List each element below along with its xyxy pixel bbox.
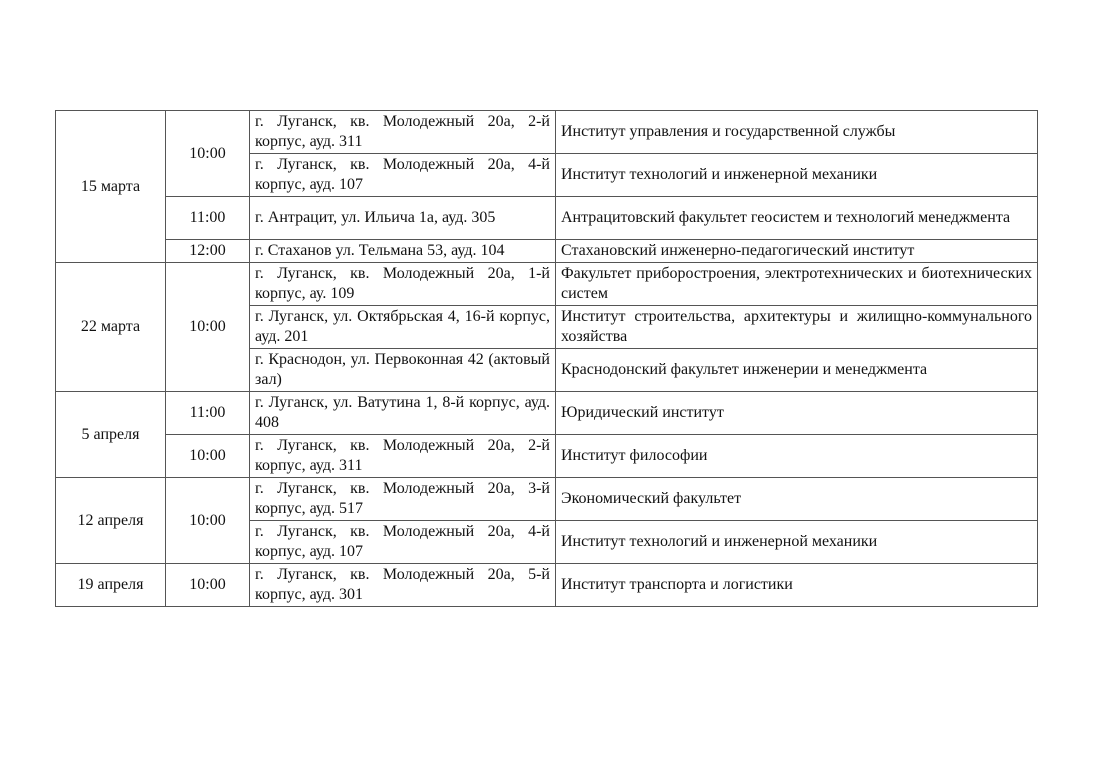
institute-cell: Экономический факультет xyxy=(556,478,1038,521)
time-cell: 10:00 xyxy=(166,435,250,478)
date-cell: 19 апреля xyxy=(56,564,166,607)
table-row xyxy=(56,478,1038,521)
institute-cell: Институт философии xyxy=(556,435,1038,478)
table-row xyxy=(56,240,1038,263)
address-cell: г. Луганск, кв. Молодежный 20а, 4-й корпус, ауд. 107 xyxy=(250,521,556,564)
table-row xyxy=(56,263,1038,306)
address-cell: г. Луганск, кв. Молодежный 20а, 1-й корпус, ау. 109 xyxy=(250,263,556,306)
institute-cell: Институт технологий и инженерной механики xyxy=(556,521,1038,564)
table-row xyxy=(56,392,1038,435)
date-cell: 15 марта xyxy=(56,111,166,263)
institute-cell: Институт управления и государственной службы xyxy=(556,111,1038,154)
time-cell: 10:00 xyxy=(166,478,250,564)
time-cell: 10:00 xyxy=(166,564,250,607)
address-cell: г. Луганск, кв. Молодежный 20а, 2-й корпус, ауд. 311 xyxy=(250,435,556,478)
time-cell: 12:00 xyxy=(166,240,250,263)
address-cell: г. Стаханов ул. Тельмана 53, ауд. 104 xyxy=(250,240,556,263)
address-cell: г. Луганск, кв. Молодежный 20а, 5-й корпус, ауд. 301 xyxy=(250,564,556,607)
institute-cell: Юридический институт xyxy=(556,392,1038,435)
time-cell: 10:00 xyxy=(166,111,250,197)
institute-cell: Институт транспорта и логистики xyxy=(556,564,1038,607)
schedule-table xyxy=(55,110,1038,607)
institute-cell: Антрацитовский факультет геосистем и технологий менеджмента xyxy=(556,197,1038,240)
table-row xyxy=(56,197,1038,240)
date-cell: 12 апреля xyxy=(56,478,166,564)
address-cell: г. Луганск, ул. Ватутина 1, 8-й корпус, ауд. 408 xyxy=(250,392,556,435)
institute-cell: Факультет приборостроения, электротехнических и биотехнических систем xyxy=(556,263,1038,306)
time-cell: 11:00 xyxy=(166,392,250,435)
institute-cell: Институт строительства, архитектуры и жилищно-коммунального хозяйства xyxy=(556,306,1038,349)
date-cell: 22 марта xyxy=(56,263,166,392)
institute-cell: Краснодонский факультет инженерии и менеджмента xyxy=(556,349,1038,392)
institute-cell: Институт технологий и инженерной механики xyxy=(556,154,1038,197)
address-cell: г. Луганск, кв. Молодежный 20а, 2-й корпус, ауд. 311 xyxy=(250,111,556,154)
time-cell: 10:00 xyxy=(166,263,250,392)
address-cell: г. Луганск, ул. Октябрьская 4, 16-й корпус, ауд. 201 xyxy=(250,306,556,349)
table-row xyxy=(56,435,1038,478)
institute-cell: Стахановский инженерно-педагогический институт xyxy=(556,240,1038,263)
address-cell: г. Луганск, кв. Молодежный 20а, 4-й корпус, ауд. 107 xyxy=(250,154,556,197)
table-row xyxy=(56,564,1038,607)
address-cell: г. Луганск, кв. Молодежный 20а, 3-й корпус, ауд. 517 xyxy=(250,478,556,521)
time-cell: 11:00 xyxy=(166,197,250,240)
date-cell: 5 апреля xyxy=(56,392,166,478)
table-row xyxy=(56,111,1038,154)
address-cell: г. Краснодон, ул. Первоконная 42 (актовый зал) xyxy=(250,349,556,392)
address-cell: г. Антрацит, ул. Ильича 1а, ауд. 305 xyxy=(250,197,556,240)
